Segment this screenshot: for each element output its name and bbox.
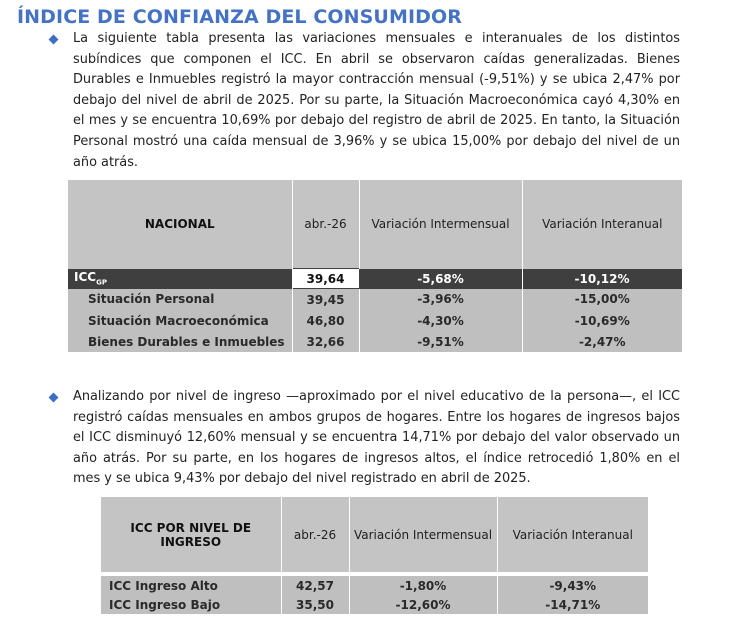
row-interanual: -15,00%	[522, 289, 682, 311]
row-mensual: -3,96%	[359, 289, 522, 311]
row-label: ICC Ingreso Bajo	[101, 595, 281, 614]
table-nacional	[68, 180, 683, 352]
table-row	[68, 310, 682, 331]
header-var-interanual: Variación Interanual	[497, 497, 648, 572]
row-mensual: -4,30%	[359, 310, 522, 331]
table-row-icc	[68, 269, 682, 289]
header-var-interanual: Variación Interanual	[522, 180, 682, 269]
table-nivel-ingreso	[101, 497, 648, 614]
row-interanual: -14,71%	[497, 595, 648, 614]
row-mensual: -1,80%	[349, 576, 497, 595]
row-mensual: -9,51%	[359, 331, 522, 352]
row-label: ICC Ingreso Alto	[101, 576, 281, 595]
diamond-bullet-icon	[49, 35, 59, 45]
row-value: 46,80	[292, 310, 359, 331]
table-header-row	[101, 497, 648, 572]
table-row	[68, 331, 682, 352]
header-var-mensual: Variación Intermensual	[359, 180, 522, 269]
page-title: ÍNDICE DE CONFIANZA DEL CONSUMIDOR	[17, 6, 462, 28]
header-var-mensual: Variación Intermensual	[349, 497, 497, 572]
paragraph-2-text: Analizando por nivel de ingreso —aproximado por el nivel educativo de la persona—, el ICC registró caídas mensuales en ambos grupos de hogares. Entre los hogares de ingresos bajos el ICC disminuyó 12,60% mensual y se encuentra 14,71% por debajo del valor observado un año atrás. Por su parte, en los hogares de ingresos altos, el índice retrocedió 1,80% en el mes y se ubica 9,43% por debajo del nivel registrado en abril de 2025.	[73, 389, 680, 487]
paragraph-1	[50, 29, 680, 173]
row-value: 42,57	[281, 576, 349, 595]
table-row	[101, 595, 648, 614]
row-interanual: -10,69%	[522, 310, 682, 331]
row-interanual: -10,12%	[522, 269, 682, 289]
row-mensual: -5,68%	[359, 269, 522, 289]
table-row	[101, 576, 648, 595]
row-label: Situación Personal	[68, 289, 292, 311]
header-nacional: NACIONAL	[68, 180, 292, 269]
header-period: abr.-26	[281, 497, 349, 572]
row-value: 39,45	[292, 289, 359, 311]
row-label: Situación Macroeconómica	[68, 310, 292, 331]
paragraph-2	[50, 387, 680, 490]
header-period: abr.-26	[292, 180, 359, 269]
row-label: Bienes Durables e Inmuebles	[68, 331, 292, 352]
paragraph-1-text: La siguiente tabla presenta las variaciones mensuales e interanuales de los distintos subíndices que componen el ICC. En abril se observaron caídas generalizadas. Bienes Durables e Inmuebles registró la mayor contracción mensual (-9,51%) y se ubica 2,47% por debajo del nivel de abril de 2025. Por su parte, la Situación Macroeconómica cayó 4,30% en el mes y se encuentra 10,69% por debajo del registro de abril de 2025. En tanto, la Situación Personal mostró una caída mensual de 3,96% y se ubica 15,00% por debajo del nivel de un año atrás.	[73, 31, 680, 170]
row-value: 32,66	[292, 331, 359, 352]
row-interanual: -9,43%	[497, 576, 648, 595]
row-mensual: -12,60%	[349, 595, 497, 614]
table-row	[68, 289, 682, 311]
row-value: 39,64	[292, 269, 359, 289]
row-interanual: -2,47%	[522, 331, 682, 352]
table-header-row	[68, 180, 682, 269]
row-label: $ICC_{GP}$	[68, 269, 292, 289]
row-value: 35,50	[281, 595, 349, 614]
header-nivel-ingreso: ICC POR NIVEL DE INGRESO	[101, 497, 281, 572]
diamond-bullet-icon	[49, 393, 59, 403]
